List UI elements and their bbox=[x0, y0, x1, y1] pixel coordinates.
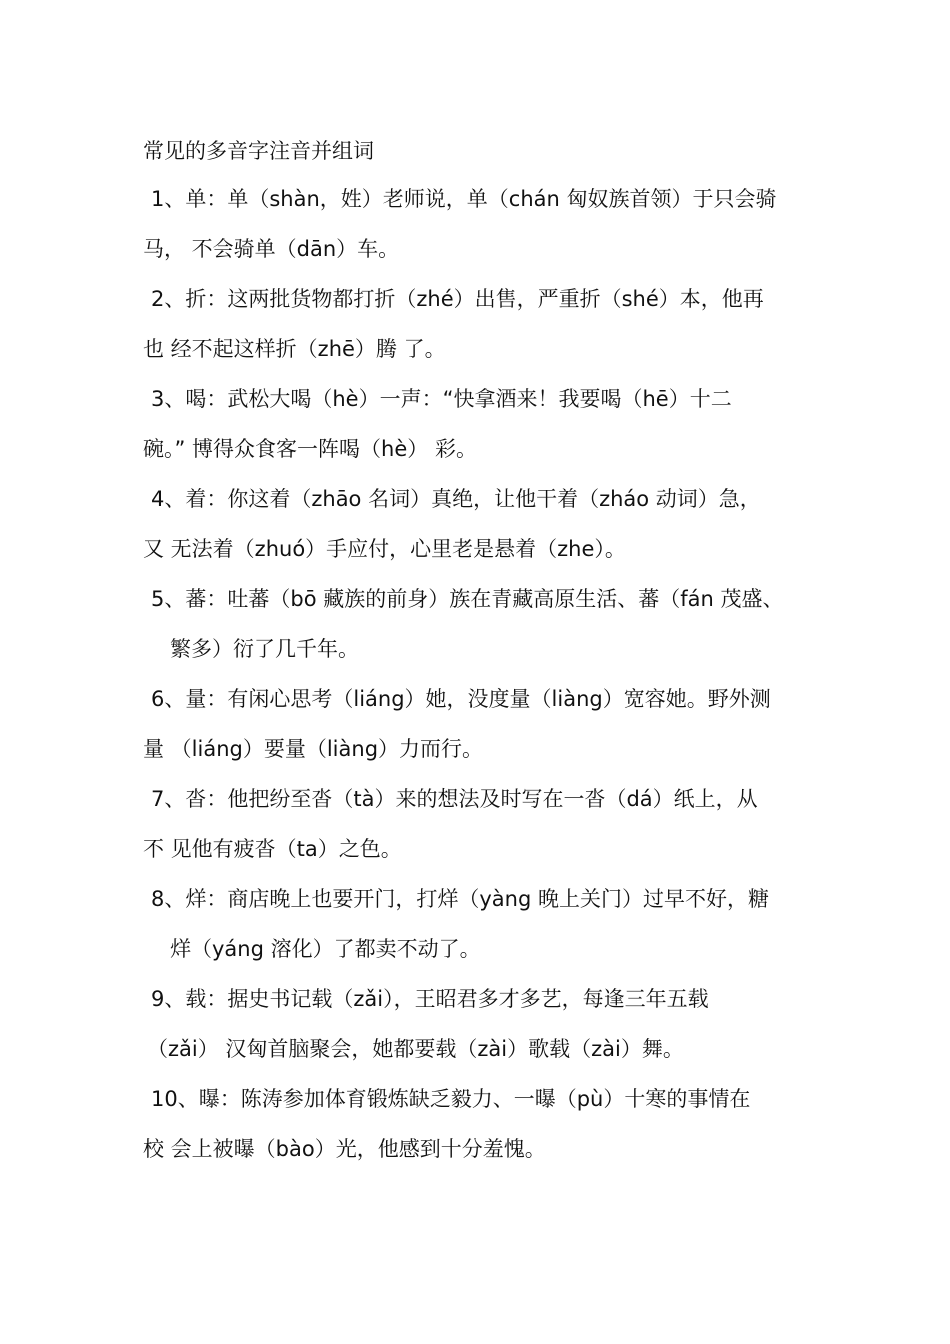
item-8-line-2: 烊（yáng 溶化）了都卖不动了。 bbox=[170, 937, 481, 961]
item-10-line-2: 校 会上被曝（bào）光，他感到十分羞愧。 bbox=[143, 1137, 546, 1161]
item-9-line-1: 9、载：据史书记载（zǎi），王昭君多才多艺，每逢三年五载 bbox=[151, 987, 709, 1011]
item-2-line-2: 也 经不起这样折（zhē）腾 了。 bbox=[143, 337, 446, 361]
item-3-line-2: 碗。” 博得众食客一阵喝（hè） 彩。 bbox=[143, 437, 477, 461]
item-1-line-1: 1、单：单（shàn，姓）老师说，单（chán 匈奴族首领）于只会骑 bbox=[151, 187, 777, 211]
item-5-line-2: 繁多）衍了几千年。 bbox=[170, 637, 359, 661]
item-2-line-1: 2、折：这两批货物都打折（zhé）出售，严重折（shé）本，他再 bbox=[151, 287, 764, 311]
document-title: 常见的多音字注音并组词 bbox=[143, 139, 374, 163]
item-1-line-2: 马， 不会骑单（dān）车。 bbox=[143, 237, 400, 261]
item-3-line-1: 3、喝：武松大喝（hè）一声：“快拿酒来！我要喝（hē）十二 bbox=[151, 387, 732, 411]
item-4-line-2: 又 无法着（zhuó）手应付，心里老是悬着（zhe）。 bbox=[143, 537, 626, 561]
document-page bbox=[143, 128, 815, 1174]
item-9-line-2: （zǎi） 汉匈首脑聚会，她都要载（zài）歌载（zài）舞。 bbox=[147, 1037, 684, 1061]
item-6-line-1: 6、量：有闲心思考（liáng）她，没度量（liàng）宽容她。野外测 bbox=[151, 687, 771, 711]
item-6-line-2: 量 （liáng）要量（liàng）力而行。 bbox=[143, 737, 484, 761]
item-10-line-1: 10、曝：陈涛参加体育锻炼缺乏毅力、一曝（pù）十寒的事情在 bbox=[151, 1087, 751, 1111]
item-4-line-1: 4、着：你这着（zhāo 名词）真绝，让他干着（zháo 动词）急， bbox=[151, 487, 761, 511]
item-8-line-1: 8、烊：商店晚上也要开门，打烊（yàng 晚上关门）过早不好，糖 bbox=[151, 887, 769, 911]
item-5-line-1: 5、蕃：吐蕃（bō 藏族的前身）族在青藏高原生活、蕃（fán 茂盛、 bbox=[151, 587, 784, 611]
item-7-line-1: 7、沓：他把纷至沓（tà）来的想法及时写在一沓（dá）纸上，从 bbox=[151, 787, 758, 811]
item-7-line-2: 不 见他有疲沓（ta）之色。 bbox=[143, 837, 402, 861]
